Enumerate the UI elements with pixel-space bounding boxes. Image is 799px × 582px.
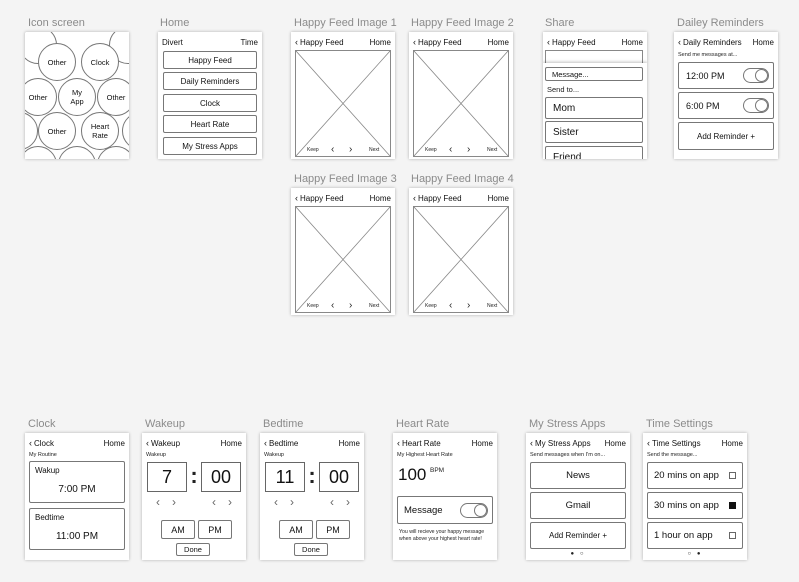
happy-feed-1-frame bbox=[291, 32, 395, 159]
nav-title: Clock bbox=[34, 438, 55, 448]
bedtime-card-time: 11:00 PM bbox=[55, 531, 99, 542]
wakeup-card[interactable] bbox=[29, 461, 125, 503]
chevron-right-icon[interactable]: › bbox=[349, 144, 353, 155]
home-link[interactable]: Home bbox=[752, 37, 774, 47]
nav-title: Happy Feed bbox=[300, 193, 344, 203]
back-button[interactable] bbox=[647, 439, 701, 448]
app-icon-other[interactable] bbox=[38, 43, 76, 81]
option-checkbox[interactable] bbox=[729, 472, 736, 479]
menu-happy-feed-button[interactable]: Happy Feed bbox=[163, 51, 257, 69]
feed-controls bbox=[291, 145, 395, 155]
partial-app-icon[interactable] bbox=[25, 112, 38, 150]
chevron-right-icon[interactable]: › bbox=[467, 144, 471, 155]
home-link[interactable]: Home bbox=[103, 438, 125, 448]
minute-increase-icon[interactable]: › bbox=[228, 495, 232, 509]
hour-picker[interactable]: 7 bbox=[147, 462, 187, 492]
happy-feed-2-frame bbox=[409, 32, 513, 159]
time-option-label: 1 hour on app bbox=[654, 530, 713, 541]
app-icon-clock[interactable] bbox=[81, 43, 119, 81]
minute-decrease-icon[interactable]: ‹ bbox=[330, 495, 334, 509]
back-button[interactable] bbox=[547, 38, 596, 47]
send-to-label: Send to... bbox=[547, 85, 580, 94]
contact-sister-button[interactable]: Sister bbox=[545, 121, 643, 143]
back-button[interactable] bbox=[678, 38, 742, 47]
time-colon: : bbox=[190, 463, 198, 488]
bedtime-card-label: Bedtime bbox=[35, 513, 65, 522]
reminder-row[interactable] bbox=[678, 92, 774, 119]
home-link[interactable]: Home bbox=[471, 438, 493, 448]
chevron-left-icon: ‹ bbox=[413, 192, 416, 203]
nav-title: Happy Feed bbox=[552, 37, 596, 47]
stress-apps-frame bbox=[526, 433, 630, 560]
back-button[interactable] bbox=[413, 194, 462, 203]
status-left: Divert bbox=[162, 37, 183, 47]
reminder-time: 12:00 PM bbox=[686, 70, 725, 81]
home-link[interactable]: Home bbox=[721, 438, 743, 448]
am-button[interactable]: AM bbox=[161, 520, 195, 539]
status-time: Time bbox=[240, 37, 258, 47]
feed-controls bbox=[291, 301, 395, 311]
clock-frame bbox=[25, 433, 129, 560]
heart-rate-unit: BPM bbox=[430, 467, 445, 474]
hour-increase-icon[interactable]: › bbox=[172, 495, 176, 509]
happy-feed-3-frame bbox=[291, 188, 395, 315]
frame-title-daily-reminders: Dailey Reminders bbox=[677, 17, 764, 29]
heart-rate-subtitle: My Highest Heart Rate bbox=[397, 452, 453, 458]
minute-picker[interactable]: 00 bbox=[319, 462, 359, 492]
pm-button[interactable]: PM bbox=[198, 520, 232, 539]
reminder-toggle[interactable] bbox=[743, 68, 769, 83]
minute-picker[interactable]: 00 bbox=[201, 462, 241, 492]
app-icon-other[interactable] bbox=[97, 78, 129, 116]
nav-title: Wakeup bbox=[151, 438, 181, 448]
app-icon-label: Heart Rate bbox=[90, 122, 110, 140]
back-button[interactable] bbox=[295, 38, 344, 47]
frame-title-clock: Clock bbox=[28, 418, 56, 430]
chevron-left-icon[interactable]: ‹ bbox=[449, 300, 453, 311]
frame-title-home: Home bbox=[160, 17, 190, 29]
app-icon-label: Other bbox=[106, 92, 126, 102]
app-news-button[interactable]: News bbox=[530, 462, 626, 489]
minute-increase-icon[interactable]: › bbox=[346, 495, 350, 509]
heart-rate-value: 100 bbox=[398, 465, 427, 484]
message-label: Message bbox=[404, 504, 443, 516]
frame-title-happy-feed-3: Happy Feed Image 3 bbox=[294, 173, 397, 185]
chevron-right-icon[interactable]: › bbox=[349, 300, 353, 311]
routine-label: My Routine bbox=[29, 452, 57, 458]
back-button[interactable] bbox=[264, 439, 298, 448]
bedtime-card[interactable] bbox=[29, 508, 125, 550]
image-placeholder bbox=[413, 50, 509, 157]
frame-title-happy-feed-4: Happy Feed Image 4 bbox=[411, 173, 514, 185]
time-settings-frame bbox=[643, 433, 747, 560]
wakeup-frame bbox=[142, 433, 246, 560]
nav-title: Happy Feed bbox=[418, 37, 462, 47]
pm-button[interactable]: PM bbox=[316, 520, 350, 539]
chevron-left-icon[interactable]: ‹ bbox=[331, 300, 335, 311]
chevron-left-icon: ‹ bbox=[647, 437, 650, 448]
hour-decrease-icon[interactable]: ‹ bbox=[274, 495, 278, 509]
app-icon-heart-rate[interactable] bbox=[81, 112, 119, 150]
home-link[interactable]: Home bbox=[338, 438, 360, 448]
page-indicator: ● ○ bbox=[570, 551, 586, 557]
section-label: Wakeup bbox=[146, 452, 166, 458]
app-icon-label: Other bbox=[47, 57, 67, 67]
partial-app-icon[interactable] bbox=[122, 112, 129, 150]
option-checkbox-checked[interactable] bbox=[729, 502, 736, 509]
frame-title-stress-apps: My Stress Apps bbox=[529, 418, 606, 430]
app-icon-other[interactable] bbox=[38, 112, 76, 150]
chevron-left-icon: ‹ bbox=[547, 36, 550, 47]
image-placeholder bbox=[413, 206, 509, 313]
reminder-toggle[interactable] bbox=[743, 98, 769, 113]
next-button[interactable]: Next bbox=[487, 147, 498, 153]
next-button[interactable]: Next bbox=[369, 303, 380, 309]
back-button[interactable] bbox=[530, 439, 591, 448]
nav-title: Daily Reminders bbox=[683, 37, 742, 47]
image-placeholder bbox=[295, 50, 391, 157]
time-option-20-min[interactable] bbox=[647, 462, 743, 489]
minute-decrease-icon[interactable]: ‹ bbox=[212, 495, 216, 509]
message-toggle-row[interactable] bbox=[397, 496, 493, 524]
home-link[interactable]: Home bbox=[369, 37, 391, 47]
chevron-left-icon: ‹ bbox=[397, 437, 400, 448]
chevron-left-icon: ‹ bbox=[530, 437, 533, 448]
app-icon-my-app[interactable] bbox=[58, 78, 96, 116]
chevron-left-icon[interactable]: ‹ bbox=[331, 144, 335, 155]
hour-increase-icon[interactable]: › bbox=[290, 495, 294, 509]
reminder-time: 6:00 PM bbox=[686, 100, 720, 111]
home-link[interactable]: Home bbox=[487, 193, 509, 203]
back-button[interactable] bbox=[29, 439, 54, 448]
keep-button[interactable]: Keep bbox=[307, 303, 319, 309]
section-label: Wakeup bbox=[264, 452, 284, 458]
happy-feed-4-frame bbox=[409, 188, 513, 315]
message-input[interactable]: Message... bbox=[545, 67, 643, 81]
time-option-label: 20 mins on app bbox=[654, 470, 719, 481]
daily-reminders-frame bbox=[674, 32, 778, 159]
time-option-1-hour[interactable] bbox=[647, 522, 743, 549]
wakeup-card-time: 7:00 PM bbox=[58, 484, 96, 495]
message-toggle[interactable] bbox=[460, 503, 488, 518]
chevron-left-icon: ‹ bbox=[295, 192, 298, 203]
share-sheet bbox=[543, 63, 647, 159]
reminders-subtitle: Send me messages at... bbox=[678, 52, 738, 58]
wakeup-card-label: Wakup bbox=[35, 466, 60, 475]
chevron-left-icon: ‹ bbox=[264, 437, 267, 448]
nav-title: Happy Feed bbox=[418, 193, 462, 203]
home-link[interactable]: Home bbox=[621, 37, 643, 47]
page-indicator: ○ ● bbox=[687, 551, 703, 557]
keep-button[interactable]: Keep bbox=[425, 303, 437, 309]
contact-mom-button[interactable]: Mom bbox=[545, 97, 643, 119]
chevron-left-icon: ‹ bbox=[146, 437, 149, 448]
feed-controls bbox=[409, 301, 513, 311]
reminder-row[interactable] bbox=[678, 62, 774, 89]
back-button[interactable] bbox=[295, 194, 344, 203]
frame-title-bedtime: Bedtime bbox=[263, 418, 304, 430]
keep-button[interactable]: Keep bbox=[425, 147, 437, 153]
home-link[interactable]: Home bbox=[369, 193, 391, 203]
app-icon-label: My App bbox=[70, 88, 84, 106]
bedtime-frame bbox=[260, 433, 364, 560]
next-button[interactable]: Next bbox=[487, 303, 498, 309]
time-option-label: 30 mins on app bbox=[654, 500, 719, 511]
chevron-left-icon: ‹ bbox=[29, 437, 32, 448]
heart-rate-frame bbox=[393, 433, 497, 560]
frame-title-happy-feed-1: Happy Feed Image 1 bbox=[294, 17, 397, 29]
done-button[interactable]: Done bbox=[176, 543, 210, 556]
back-button[interactable] bbox=[397, 439, 441, 448]
app-icon-other[interactable] bbox=[25, 78, 57, 116]
stress-apps-subtitle: Send messages when I'm on... bbox=[530, 452, 606, 458]
frame-title-icon-screen: Icon screen bbox=[28, 17, 85, 29]
next-button[interactable]: Next bbox=[369, 147, 380, 153]
chevron-left-icon: ‹ bbox=[295, 36, 298, 47]
frame-title-wakeup: Wakeup bbox=[145, 418, 185, 430]
chevron-right-icon[interactable]: › bbox=[467, 300, 471, 311]
heart-rate-note: You will recieve your happy message when above your highest heart rate! bbox=[399, 529, 485, 542]
icon-screen-frame bbox=[25, 32, 129, 159]
nav-title: Time Settings bbox=[652, 438, 701, 448]
menu-clock-button[interactable]: Clock bbox=[163, 94, 257, 112]
time-option-30-min[interactable] bbox=[647, 492, 743, 519]
nav-title: Bedtime bbox=[269, 438, 299, 448]
frame-title-share: Share bbox=[545, 17, 575, 29]
am-button[interactable]: AM bbox=[279, 520, 313, 539]
chevron-left-icon: ‹ bbox=[678, 36, 681, 47]
done-button[interactable]: Done bbox=[294, 543, 328, 556]
time-colon: : bbox=[308, 463, 316, 488]
home-link[interactable]: Home bbox=[220, 438, 242, 448]
app-icon-label: Other bbox=[47, 126, 67, 136]
chevron-left-icon[interactable]: ‹ bbox=[449, 144, 453, 155]
nav-title: My Stress Apps bbox=[535, 438, 591, 448]
menu-heart-rate-button[interactable]: Heart Rate bbox=[163, 115, 257, 133]
home-frame bbox=[158, 32, 262, 159]
app-icon-label: Other bbox=[28, 92, 48, 102]
nav-title: Heart Rate bbox=[402, 438, 441, 448]
frame-title-heart-rate: Heart Rate bbox=[396, 418, 450, 430]
hour-decrease-icon[interactable]: ‹ bbox=[156, 495, 160, 509]
menu-daily-reminders-button[interactable]: Daily Reminders bbox=[163, 72, 257, 90]
add-reminder-button[interactable]: Add Reminder + bbox=[678, 122, 774, 150]
add-app-button[interactable]: Add Reminder + bbox=[530, 522, 626, 549]
time-settings-subtitle: Send the message... bbox=[647, 452, 698, 458]
status-bar bbox=[162, 36, 258, 48]
share-frame bbox=[543, 32, 647, 159]
option-checkbox[interactable] bbox=[729, 532, 736, 539]
back-button[interactable] bbox=[413, 38, 462, 47]
frame-title-happy-feed-2: Happy Feed Image 2 bbox=[411, 17, 514, 29]
keep-button[interactable]: Keep bbox=[307, 147, 319, 153]
home-link[interactable]: Home bbox=[487, 37, 509, 47]
menu-stress-apps-button[interactable]: My Stress Apps bbox=[163, 137, 257, 155]
back-button[interactable] bbox=[146, 439, 180, 448]
hour-picker[interactable]: 11 bbox=[265, 462, 305, 492]
image-placeholder bbox=[295, 206, 391, 313]
home-link[interactable]: Home bbox=[604, 438, 626, 448]
feed-controls bbox=[409, 145, 513, 155]
contact-friend-button[interactable]: Friend bbox=[545, 146, 643, 159]
chevron-left-icon: ‹ bbox=[413, 36, 416, 47]
nav-title: Happy Feed bbox=[300, 37, 344, 47]
app-gmail-button[interactable]: Gmail bbox=[530, 492, 626, 519]
frame-title-time-settings: Time Settings bbox=[646, 418, 713, 430]
app-icon-label: Clock bbox=[90, 57, 110, 67]
